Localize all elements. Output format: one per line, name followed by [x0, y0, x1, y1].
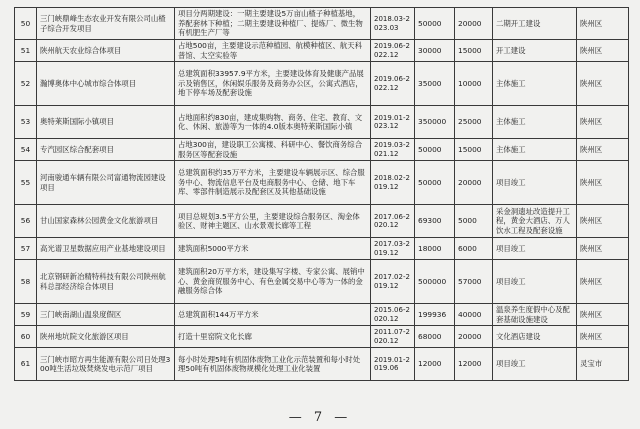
planned-investment-cell: 5000	[455, 205, 493, 238]
project-name-cell: 三门峡南湖山温泉度假区	[37, 304, 175, 326]
table-row	[15, 40, 629, 62]
planned-investment-cell: 20000	[455, 8, 493, 40]
total-investment-cell: 50000	[415, 8, 455, 40]
table-row	[15, 238, 629, 260]
planned-investment-cell: 6000	[455, 238, 493, 260]
total-investment-cell: 12000	[415, 348, 455, 381]
progress-target-cell: 项目竣工	[493, 238, 577, 260]
total-investment-cell: 350000	[415, 106, 455, 139]
progress-target-cell: 文化酒店建设	[493, 326, 577, 348]
progress-target-cell: 采金洞遗址改造提升工程，黄金大酒店、万人饮水工程及配套设施	[493, 205, 577, 238]
project-period-cell: 2018.02-2019.12	[371, 161, 415, 205]
project-period-cell: 2018.03-2023.03	[371, 8, 415, 40]
project-name-cell: 三门峡鼎峰生态农业开发有限公司山楂子综合开发项目	[37, 8, 175, 40]
total-investment-cell: 35000	[415, 62, 455, 106]
project-content-cell: 建筑面积20万平方米，建设集写字楼、专家公寓、展销中心、黄金商贸服务中心、有色金属交易中心等为一体的金融服务综合体	[175, 260, 371, 304]
project-name-cell: 陕州地坑院文化旅游区项目	[37, 326, 175, 348]
row-number-cell: 54	[15, 139, 37, 161]
planned-investment-cell: 10000	[455, 62, 493, 106]
progress-target-cell: 二期开工建设	[493, 8, 577, 40]
project-content-cell: 占地500亩，主要建设示范种植园、航模种植区、航天科普馆、太空实验等	[175, 40, 371, 62]
project-name-cell: 河南骏通车辆有限公司富通物流园建设项目	[37, 161, 175, 205]
project-content-cell: 项目分两期建设：一期主要建设5万亩山楂子种植基地，养配套林下种植；二期主要建设种植厂、提炼厂、微生物有机肥生产厂等	[175, 8, 371, 40]
table-body	[15, 8, 629, 381]
row-number-cell: 52	[15, 62, 37, 106]
project-content-cell: 项目总规划3.5平方公里，主要建设综合服务区、淘金体验区、财神主题区、山水景观长廊等工程	[175, 205, 371, 238]
planned-investment-cell: 15000	[455, 139, 493, 161]
total-investment-cell: 69300	[415, 205, 455, 238]
project-name-cell: 瀚博奥体中心城市综合体项目	[37, 62, 175, 106]
region-cell: 陕州区	[577, 326, 629, 348]
project-period-cell: 2017.03-2019.12	[371, 238, 415, 260]
region-cell: 陕州区	[577, 106, 629, 139]
region-cell: 陕州区	[577, 62, 629, 106]
table-row	[15, 62, 629, 106]
project-content-cell: 建筑面积5000平方米	[175, 238, 371, 260]
row-number-cell: 53	[15, 106, 37, 139]
project-name-cell: 三门峡市昭方再生能源有限公司日处理300吨生活垃圾焚烧发电示范厂项目	[37, 348, 175, 381]
region-cell: 灵宝市	[577, 348, 629, 381]
project-name-cell: 北京钢研新冶精特科技有限公司陕州航科总部经济综合体项目	[37, 260, 175, 304]
row-number-cell: 56	[15, 205, 37, 238]
region-cell: 陕州区	[577, 40, 629, 62]
row-number-cell: 51	[15, 40, 37, 62]
planned-investment-cell: 20000	[455, 161, 493, 205]
table-row	[15, 106, 629, 139]
progress-target-cell: 主体施工	[493, 139, 577, 161]
project-content-cell: 占地面积约830亩，建成集购物、商务、住宅、教育、文化、休闲、旅游等为一体的4.0版本奥特莱斯国际小镇	[175, 106, 371, 139]
project-name-cell: 高光谱卫星数据应用产业基地建设项目	[37, 238, 175, 260]
project-period-cell: 2019.01-2023.12	[371, 106, 415, 139]
project-name-cell: 陕州航天农业综合体项目	[37, 40, 175, 62]
row-number-cell: 55	[15, 161, 37, 205]
row-number-cell: 61	[15, 348, 37, 381]
row-number-cell: 57	[15, 238, 37, 260]
progress-target-cell: 项目竣工	[493, 161, 577, 205]
total-investment-cell: 50000	[415, 161, 455, 205]
project-period-cell: 2019.06-2022.12	[371, 40, 415, 62]
table-row	[15, 205, 629, 238]
project-name-cell: 甘山国家森林公园黄金文化旅游项目	[37, 205, 175, 238]
table-row	[15, 139, 629, 161]
project-content-cell: 每小时处理5吨有机固体废物工业化示范装置和每小时处理50吨有机固体废物规模化处理工业化装置	[175, 348, 371, 381]
project-period-cell: 2017.02-2019.12	[371, 260, 415, 304]
progress-target-cell: 主体施工	[493, 62, 577, 106]
project-period-cell: 2019.03-2021.12	[371, 139, 415, 161]
table-row	[15, 304, 629, 326]
table-row	[15, 260, 629, 304]
table-row	[15, 8, 629, 40]
row-number-cell: 60	[15, 326, 37, 348]
row-number-cell: 59	[15, 304, 37, 326]
project-period-cell: 2017.06-2020.12	[371, 205, 415, 238]
progress-target-cell: 温泉养生度假中心及配套基础设施建设	[493, 304, 577, 326]
project-period-cell: 2019.06-2022.12	[371, 62, 415, 106]
page-number: — 7 —	[288, 410, 352, 425]
region-cell: 陕州区	[577, 8, 629, 40]
project-table	[14, 7, 629, 381]
total-investment-cell: 500000	[415, 260, 455, 304]
progress-target-cell: 项目竣工	[493, 260, 577, 304]
planned-investment-cell: 20000	[455, 326, 493, 348]
project-content-cell: 打造十里窑院文化长廊	[175, 326, 371, 348]
region-cell: 陕州区	[577, 260, 629, 304]
project-period-cell: 2015.06-2020.12	[371, 304, 415, 326]
total-investment-cell: 68000	[415, 326, 455, 348]
table-row	[15, 161, 629, 205]
project-content-cell: 总建筑面积33957.9平方米，主要建设体育及健康产品展示及销售区，休闲娱乐服务及商务办公区，公寓式酒店，地下停车场及配套设施	[175, 62, 371, 106]
progress-target-cell: 主体施工	[493, 106, 577, 139]
total-investment-cell: 30000	[415, 40, 455, 62]
total-investment-cell: 18000	[415, 238, 455, 260]
planned-investment-cell: 57000	[455, 260, 493, 304]
progress-target-cell: 项目竣工	[493, 348, 577, 381]
planned-investment-cell: 25000	[455, 106, 493, 139]
project-period-cell: 2019.01-2019.06	[371, 348, 415, 381]
region-cell: 陕州区	[577, 205, 629, 238]
row-number-cell: 58	[15, 260, 37, 304]
table-row	[15, 348, 629, 381]
progress-target-cell: 开工建设	[493, 40, 577, 62]
region-cell: 陕州区	[577, 304, 629, 326]
planned-investment-cell: 15000	[455, 40, 493, 62]
region-cell: 陕州区	[577, 139, 629, 161]
total-investment-cell: 50000	[415, 139, 455, 161]
project-content-cell: 占地300亩，建设职工公寓楼、科研中心、餐饮商务综合服务区等配套设施	[175, 139, 371, 161]
row-number-cell: 50	[15, 8, 37, 40]
region-cell: 陕州区	[577, 161, 629, 205]
total-investment-cell: 199936	[415, 304, 455, 326]
project-name-cell: 奥特莱斯国际小镇项目	[37, 106, 175, 139]
planned-investment-cell: 12000	[455, 348, 493, 381]
project-period-cell: 2011.07-2020.12	[371, 326, 415, 348]
project-name-cell: 专汽园区综合配套项目	[37, 139, 175, 161]
project-content-cell: 总建筑面积144万平方米	[175, 304, 371, 326]
table-row	[15, 326, 629, 348]
region-cell: 陕州区	[577, 238, 629, 260]
planned-investment-cell: 40000	[455, 304, 493, 326]
project-content-cell: 总建筑面积约35万平方米，主要建设车辆展示区、综合服务中心、物流信息平台及电商服务中心、仓储、地下车库、零部件制造展示及配套区及其他基础设施	[175, 161, 371, 205]
